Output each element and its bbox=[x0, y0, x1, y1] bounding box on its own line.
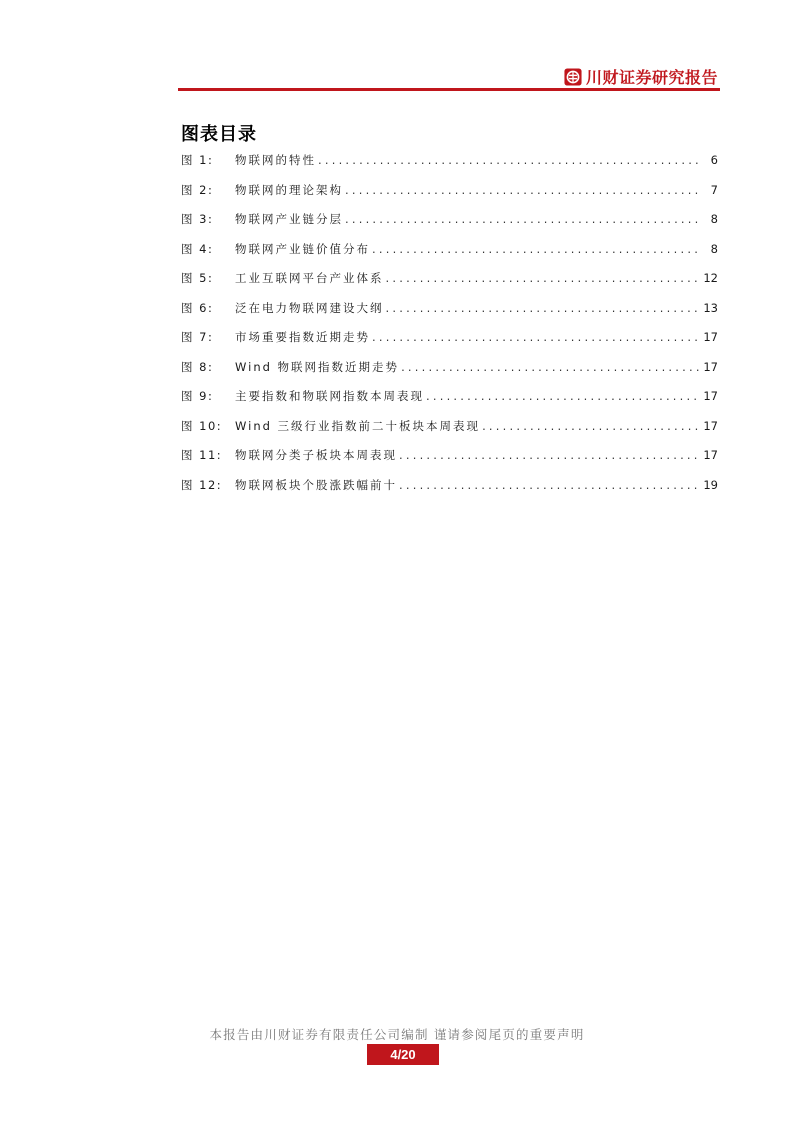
toc-entry-figure-8[interactable] bbox=[181, 359, 718, 389]
dot-leader bbox=[399, 478, 699, 492]
toc-entry-label: 图 12: bbox=[181, 477, 223, 492]
toc-entry-title: 工业互联网平台产业体系 bbox=[235, 271, 384, 285]
toc-entry-page: 17 bbox=[703, 418, 718, 433]
toc-entry-title: Wind 三级行业指数前二十板块本周表现 bbox=[235, 418, 481, 433]
toc-entry-figure-9[interactable] bbox=[181, 388, 718, 418]
toc-entry-figure-2[interactable] bbox=[181, 182, 718, 212]
toc-entry-label: 图 1: bbox=[181, 153, 214, 167]
toc-entry-page: 12 bbox=[703, 271, 718, 285]
toc-entry-figure-5[interactable] bbox=[181, 270, 718, 300]
dot-leader bbox=[426, 389, 699, 403]
toc-entry-figure-4[interactable] bbox=[181, 241, 718, 271]
toc-entry-page: 19 bbox=[703, 477, 718, 492]
toc-entry-figure-7[interactable] bbox=[181, 329, 718, 359]
toc-entry-page: 17 bbox=[703, 448, 718, 462]
toc-entry-label: 图 7: bbox=[181, 330, 214, 344]
toc-entry-page: 17 bbox=[703, 359, 718, 374]
toc-entry-title: 主要指数和物联网指数本周表现 bbox=[235, 389, 424, 403]
dot-leader bbox=[386, 301, 700, 315]
toc-entry-title: 物联网分类子板块本周表现 bbox=[235, 448, 397, 462]
toc-entry-figure-1[interactable] bbox=[181, 152, 718, 182]
header-divider bbox=[178, 88, 720, 91]
toc-entry-title: 物联网产业链价值分布 bbox=[235, 241, 370, 256]
footer-disclaimer: 本报告由川财证券有限责任公司编制 谨请参阅尾页的重要声明 bbox=[209, 1027, 585, 1042]
toc-entry-figure-12[interactable] bbox=[181, 477, 718, 507]
toc-entry-label: 图 5: bbox=[181, 271, 214, 285]
toc-entry-title: Wind 物联网指数近期走势 bbox=[235, 359, 400, 374]
dot-leader bbox=[401, 360, 699, 374]
figure-toc-list bbox=[181, 152, 718, 506]
toc-title: 图表目录 bbox=[181, 124, 257, 145]
toc-entry-page: 17 bbox=[703, 389, 718, 403]
dot-leader bbox=[318, 153, 700, 167]
toc-entry-label: 图 9: bbox=[181, 389, 214, 403]
toc-entry-page: 13 bbox=[703, 300, 718, 315]
toc-entry-title: 物联网产业链分层 bbox=[235, 212, 343, 226]
dot-leader bbox=[372, 242, 700, 256]
toc-entry-page: 6 bbox=[710, 153, 718, 167]
brand-name: 川财证券研究报告 bbox=[585, 68, 718, 87]
toc-entry-title: 泛在电力物联网建设大纲 bbox=[235, 300, 384, 315]
toc-entry-label: 图 2: bbox=[181, 182, 214, 197]
dot-leader bbox=[482, 419, 699, 433]
dot-leader bbox=[372, 330, 699, 344]
chuancai-logo-icon bbox=[564, 68, 582, 86]
page-header bbox=[178, 60, 720, 90]
toc-entry-figure-10[interactable] bbox=[181, 418, 718, 448]
toc-entry-label: 图 6: bbox=[181, 300, 214, 315]
toc-entry-title: 物联网板块个股涨跌幅前十 bbox=[235, 477, 397, 492]
toc-entry-title: 物联网的理论架构 bbox=[235, 182, 343, 197]
dot-leader bbox=[399, 448, 699, 462]
toc-entry-figure-6[interactable] bbox=[181, 300, 718, 330]
toc-entry-figure-11[interactable] bbox=[181, 447, 718, 477]
toc-entry-label: 图 3: bbox=[181, 212, 214, 226]
page-number-badge: 4/20 bbox=[367, 1044, 439, 1065]
toc-entry-page: 7 bbox=[710, 182, 718, 197]
dot-leader bbox=[386, 271, 700, 285]
toc-entry-page: 17 bbox=[703, 330, 718, 344]
toc-entry-page: 8 bbox=[710, 212, 718, 226]
toc-entry-title: 物联网的特性 bbox=[235, 153, 316, 167]
toc-entry-label: 图 10: bbox=[181, 418, 223, 433]
dot-leader bbox=[345, 212, 700, 226]
toc-entry-page: 8 bbox=[710, 241, 718, 256]
toc-entry-label: 图 11: bbox=[181, 448, 223, 462]
dot-leader bbox=[345, 183, 700, 197]
toc-entry-label: 图 4: bbox=[181, 241, 214, 256]
toc-entry-figure-3[interactable] bbox=[181, 211, 718, 241]
toc-entry-label: 图 8: bbox=[181, 359, 214, 374]
toc-entry-title: 市场重要指数近期走势 bbox=[235, 330, 370, 344]
brand bbox=[564, 65, 718, 88]
